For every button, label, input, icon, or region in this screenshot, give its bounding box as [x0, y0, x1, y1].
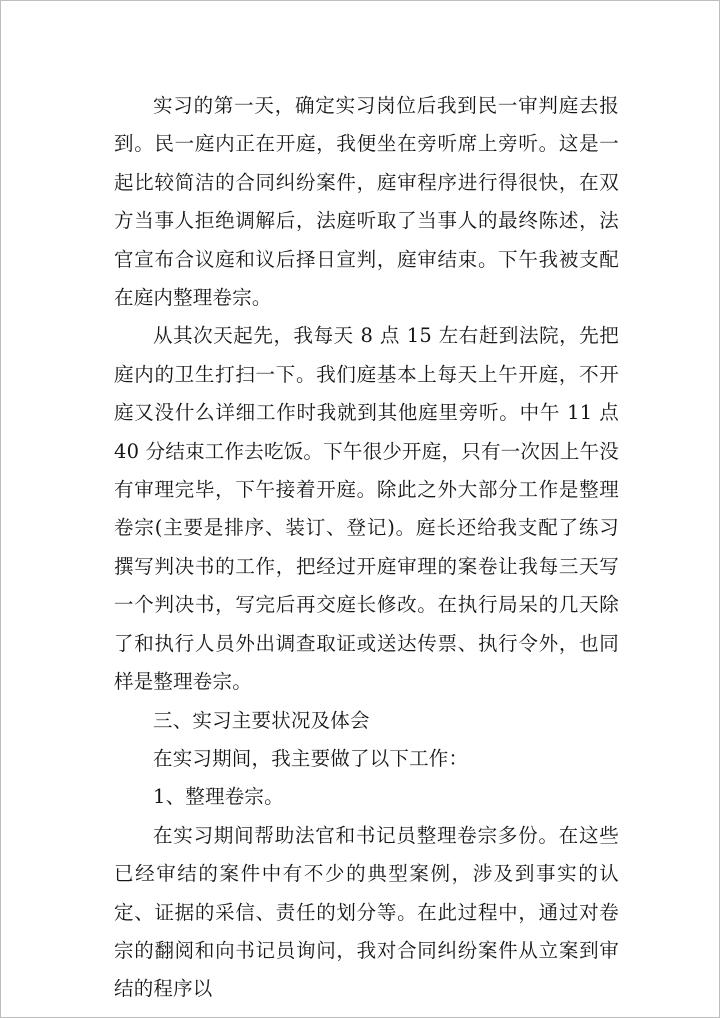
paragraph-organize-files-detail: 在实习期间帮助法官和书记员整理卷宗多份。在这些已经审结的案件中有不少的典型案例，涉及到事实的认定、证据的采信、责任的划分等。在此过程中，通过对卷宗的翻阅和向书记员询问，我对合同纠纷案件从立案到审结的程序以: [114, 823, 619, 1001]
paragraph-work-intro: 在实习期间，我主要做了以下工作：: [153, 746, 469, 770]
paragraph-daily-routine: 从其次天起先，我每天 8 点 15 左右赶到法院，先把庭内的卫生打扫一下。我们庭基本上每天上午开庭，不开庭又没什么详细工作时我就到其他庭里旁听。中午 11 点 40 分结束工作去吃饭。下午很少开庭，只有一次因上午没有审理完毕，下午接着开庭。除此之外大部分工作是整理卷宗(主要是排序、装订、登记)。庭长还给我支配了练习撰写判决书的工作，把经过开庭审理的案卷让我每三天写一个判决书，写完后再交庭长修改。在执行局呆的几天除了和执行人员外出调查取证或送达传票、执行令外，也同样是整理卷宗。: [114, 324, 619, 694]
document-body: [114, 87, 619, 1009]
paragraph-first-day: 实习的第一天，确定实习岗位后我到民一审判庭去报到。民一庭内正在开庭，我便坐在旁听席上旁听。这是一起比较简洁的合同纠纷案件，庭审程序进行得很快，在双方当事人拒绝调解后，法庭听取了当事人的最终陈述，法官宣布合议庭和议后择日宣判，庭审结束。下午我被支配在庭内整理卷宗。: [114, 94, 619, 310]
list-item-organize-files: 1、整理卷宗。: [153, 785, 284, 809]
section-heading-internship-status: 三、实习主要状况及体会: [153, 708, 370, 732]
